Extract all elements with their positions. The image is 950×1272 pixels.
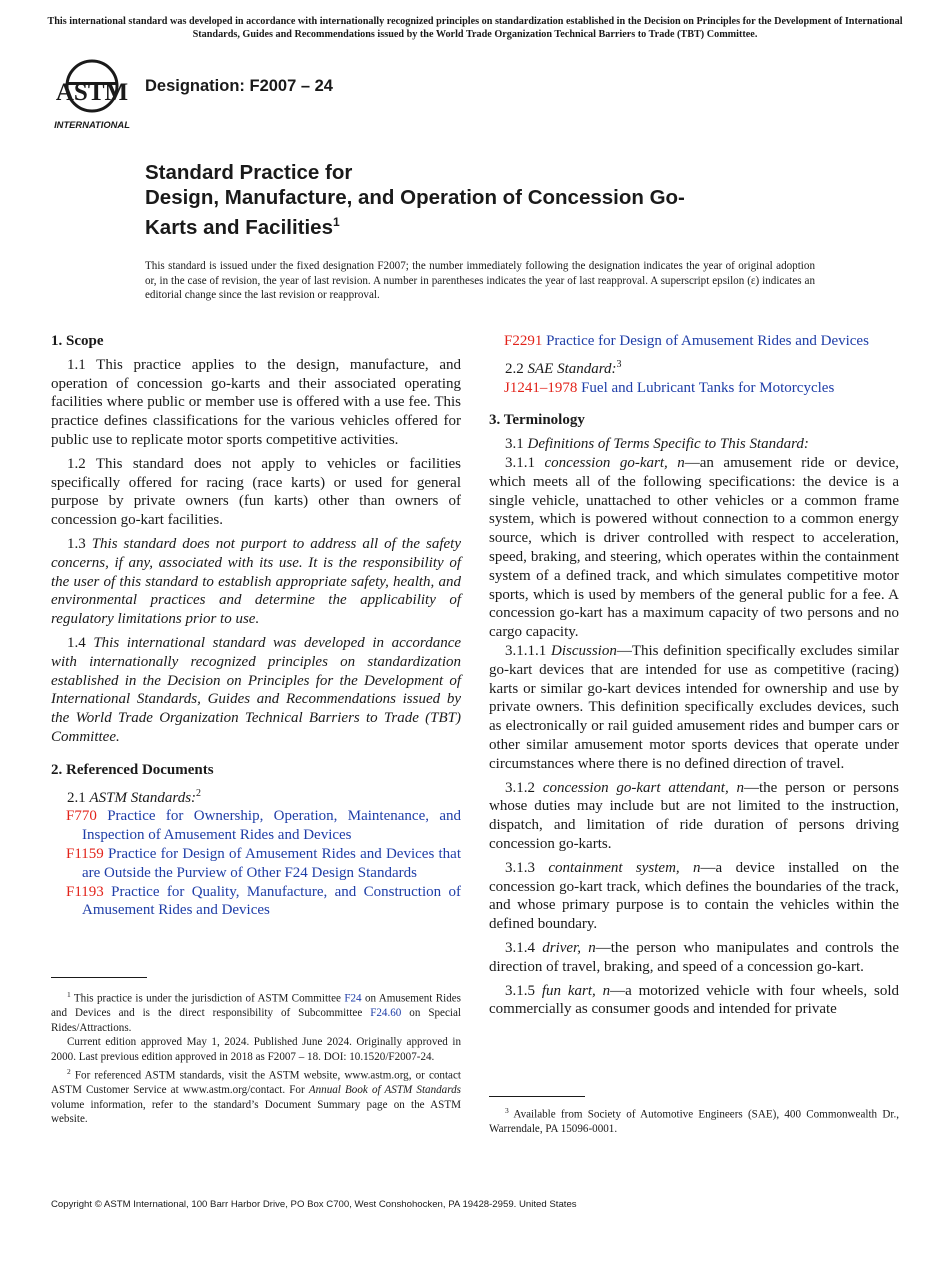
- term-name: containment system, n: [548, 859, 701, 876]
- sae-standard-text: SAE Standard:: [527, 360, 617, 377]
- term-number: 3.1.3: [505, 859, 535, 876]
- astm-logo-letters: ASTM: [55, 79, 129, 106]
- title-line-2: Design, Manufacture, and Operation of Concession Go-: [145, 186, 685, 209]
- term-3-1-2: [489, 779, 899, 854]
- astm-standards-label: [51, 785, 461, 808]
- scope-1-2: 1.2 This standard does not apply to vehicles or facilities specifically offered for racing (race karts) or used for general purpose by private owners (fun karts) other than owners of concession go-kart facilities.: [51, 455, 461, 529]
- astm-standards-mark: 2: [196, 787, 202, 799]
- footnote-1-text-b: on Amusement Rides and Devices and is the direct responsibility of Subcommittee: [51, 992, 461, 1020]
- astm-logo: [52, 56, 136, 132]
- definitions-number: 3.1: [505, 436, 524, 453]
- term-definition: —the person who manipulates and controls the direction of travel, braking, and speed of a concession go-kart.: [489, 939, 900, 975]
- left-column: [51, 332, 461, 920]
- footnote-1-text-a: This practice is under the jurisdiction of ASTM Committee: [73, 992, 341, 1005]
- designation: Designation: F2007 – 24: [145, 77, 333, 95]
- term-number: 3.1.1.1: [505, 642, 547, 659]
- scope-1-3-text: This standard does not purport to address all of the safety concerns, if any, associated with its use. It is the responsibility of the user of this standard to establish appropriate safety, health, and environmental practices and determine the applicability of regulatory limitations prior to use.: [51, 535, 462, 628]
- footnote-1-text-c: on Special Rides/Attractions.: [51, 1007, 461, 1034]
- term-3-1-1-1: [489, 642, 899, 774]
- term-name: fun kart, n: [541, 982, 611, 999]
- issued-note: This standard is issued under the fixed designation F2007; the number immediately following the designation indicates the year of original adoption or, in the case of revision, the year of last revision. A number in parentheses indicates the year of last reapproval. A superscript epsilon (ε) indicates an editorial change since the last revision or reapproval.: [145, 260, 815, 302]
- term-3-1-4: [489, 939, 899, 977]
- international-standard-notice: This international standard was developed in accordance with internationally recognized principles on standardization established in the Decision on Principles for the Development of International Standards, Guides and Recommendations issued by the World Trade Organization Technical Barriers to Trade (TBT) Committee.: [47, 16, 903, 40]
- copyright-notice: Copyright © ASTM International, 100 Barr Harbor Drive, PO Box C700, West Conshohocken, PA 19428-2959. United States: [51, 1199, 577, 1210]
- reference-f1193[interactable]: [51, 883, 461, 921]
- term-name: driver, n: [542, 939, 596, 956]
- footnote-3-mark: 3: [505, 1106, 509, 1115]
- footnotes-right: [489, 1104, 899, 1137]
- term-name: Discussion: [550, 642, 617, 659]
- reference-title[interactable]: Fuel and Lubricant Tanks for Motorcycles: [581, 379, 835, 396]
- footnote-3: [489, 1104, 899, 1137]
- definitions-text: Definitions of Terms Specific to This Standard:: [527, 436, 809, 453]
- term-name: concession go-kart, n: [544, 454, 685, 471]
- footnote-2-book-title: Annual Book of ASTM Standards: [308, 1083, 461, 1096]
- sae-standard-label: [489, 356, 899, 379]
- definitions-label: [489, 435, 899, 454]
- reference-code[interactable]: F2291: [504, 333, 543, 349]
- scope-1-4-number: 1.4: [67, 634, 86, 651]
- footnote-1-mark: 1: [67, 990, 71, 999]
- scope-1-4-text: This international standard was developed in accordance with internationally recognized principles on standardization established in the Decision on Principles for the Development of International Standards, Guides and Recommendations issued by the World Trade Organization Technical Barriers to Trade (TBT) Committee.: [51, 634, 462, 745]
- reference-code[interactable]: J1241–1978: [504, 379, 578, 396]
- term-number: 3.1.4: [505, 939, 535, 956]
- reference-f1159[interactable]: [51, 845, 461, 883]
- footnote-rule-right: [489, 1096, 585, 1097]
- scope-1-1: 1.1 This practice applies to the design, manufacture, and operation of concession go-karts and their associated operating facilities where public or member use is offered with a use fee. This practice defines classifications for the various vehicles offered for public use to replicate motor sports competitive activities.: [51, 356, 461, 448]
- term-definition: —an amusement ride or device, which meets all of the following specifications: the device is a single vehicle, unattached to other vehicles or a common frame system, which is powered without connection to a common energy source, which is driver controlled with respect to acceleration, speed, braking, and steering, which operates within the containment system of a defined track, and which simulates competitive motor sports, which is used by members of the general public for a fee. A concession go-kart has a maximum capacity of two persons and no cargo capacity.: [489, 454, 899, 641]
- reference-title[interactable]: Practice for Design of Amusement Rides and Devices: [546, 333, 869, 349]
- sae-standard-mark: 3: [616, 358, 622, 370]
- reference-title[interactable]: Practice for Design of Amusement Rides and Devices that are Outside the Purview of Other F24 Design Standards: [82, 845, 462, 881]
- title-footnote-mark: 1: [332, 215, 340, 229]
- reference-j1241[interactable]: [489, 379, 899, 398]
- footnote-2-text-a: For referenced ASTM standards, visit the ASTM website, www.astm.org, or contact ASTM Customer Service at www.astm.org/contact. For: [51, 1069, 461, 1096]
- document-title: [145, 160, 845, 240]
- subcommittee-link[interactable]: F24.60: [370, 1007, 402, 1020]
- scope-heading: 1. Scope: [51, 333, 104, 349]
- reference-code[interactable]: F1193: [66, 883, 104, 900]
- astm-standards-text: ASTM Standards:: [89, 789, 197, 806]
- terminology-heading: 3. Terminology: [489, 412, 585, 429]
- term-3-1-5: [489, 982, 899, 1020]
- footnote-2-mark: 2: [67, 1066, 71, 1076]
- reference-code[interactable]: F1159: [66, 845, 104, 862]
- footnotes-left: [51, 988, 461, 1127]
- term-number: 3.1.1: [505, 454, 535, 471]
- committee-link[interactable]: F24: [344, 992, 362, 1005]
- footnote-rule-left: [51, 977, 147, 978]
- reference-f770[interactable]: [51, 807, 461, 845]
- right-column: [489, 332, 899, 1019]
- term-definition: —the person or persons whose duties may include but are not limited to the instruction, dispatch, and limitation of ride duration of persons driving concession go-karts.: [489, 779, 899, 852]
- term-number: 3.1.5: [505, 982, 535, 999]
- term-3-1-1: [489, 454, 899, 642]
- scope-1-3: [51, 535, 461, 629]
- title-line-3: Karts and Facilities: [145, 215, 333, 239]
- astm-standards-number: 2.1: [67, 789, 86, 806]
- reference-f2291[interactable]: [489, 332, 899, 351]
- term-definition: —a motorized vehicle with four wheels, sold commercially as consumer goods and intended for private: [489, 982, 899, 1018]
- footnote-2: [51, 1065, 461, 1127]
- footnote-3-text: Available from Society of Automotive Engineers (SAE), 400 Commonwealth Dr., Warrendale, PA 15096-0001.: [489, 1108, 899, 1136]
- astm-logo-org: INTERNATIONAL: [54, 119, 130, 130]
- reference-code[interactable]: F770: [66, 808, 97, 825]
- term-definition: —This definition specifically excludes similar go-kart devices that are intended for use as competitive (racing) karts or similar go-kart devices intended for ownership and use by private owners. This definition specifically excludes devices, such as electronically or rail guided amusement rides and bumper cars or other similar amusement motor sports devices that operate under circumstances where there is no defined direction of travel.: [489, 642, 900, 772]
- term-number: 3.1.2: [505, 779, 535, 796]
- reference-title[interactable]: Practice for Ownership, Operation, Maintenance, and Inspection of Amusement Rides and Devices: [82, 808, 462, 844]
- footnote-1: [51, 988, 461, 1035]
- scope-1-4: [51, 634, 461, 747]
- footnote-2-text-b: volume information, refer to the standard’s Document Summary page on the ASTM website.: [51, 1098, 461, 1126]
- footnote-1-edition: Current edition approved May 1, 2024. Published June 2024. Originally approved in 2000. Last previous edition approved in 2018 as F2007 – 18. DOI: 10.1520/F2007-24.: [51, 1036, 461, 1064]
- title-line-1: Standard Practice for: [145, 161, 353, 184]
- reference-title[interactable]: Practice for Quality, Manufacture, and Construction of Amusement Rides and Devices: [82, 883, 461, 919]
- sae-standard-number: 2.2: [505, 360, 524, 377]
- term-3-1-3: [489, 859, 899, 934]
- term-name: concession go-kart attendant, n: [542, 779, 745, 796]
- term-definition: —a device installed on the concession go-kart track, which defines the boundaries of the track, and whose primary purpose is to contain the vehicles within the defined boundary.: [489, 859, 900, 933]
- scope-1-3-number: 1.3: [67, 535, 86, 552]
- referenced-documents-heading: 2. Referenced Documents: [51, 761, 214, 778]
